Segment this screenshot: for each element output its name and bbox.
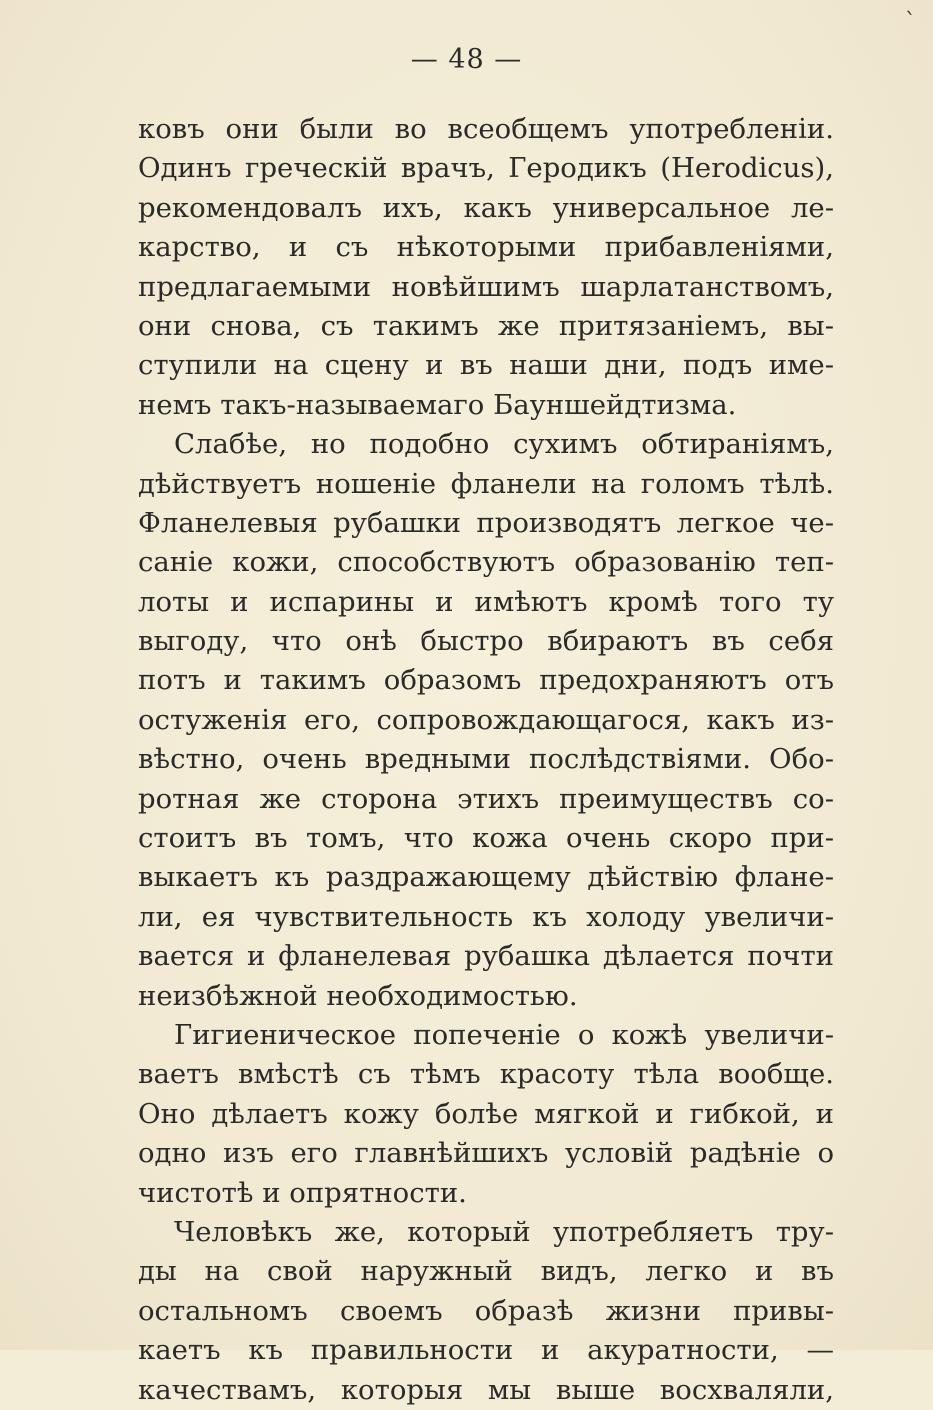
text-line: неизбѣжной необходимостью. <box>138 979 578 1012</box>
text-line: Одинъ греческій врачъ, Геродикъ (Herodicus), <box>138 152 834 185</box>
text-line: ротная же сторона этихъ преимуществъ со- <box>138 782 834 815</box>
text-line: потъ и такимъ образомъ предохраняютъ отъ <box>138 664 834 697</box>
text-line: стоитъ въ томъ, что кожа очень скоро при- <box>138 822 834 855</box>
text-line: рекомендовалъ ихъ, какъ универсальное ле- <box>138 191 834 224</box>
text-line: Оно дѣлаетъ кожу болѣе мягкой и гибкой, и <box>138 1097 834 1130</box>
text-line: каетъ къ правильности и акуратности, — <box>138 1334 834 1367</box>
text-line: ваетъ вмѣстѣ съ тѣмъ красоту тѣла вообще. <box>138 1058 834 1091</box>
text-line: остуженія его, сопровождающагося, какъ из- <box>138 703 834 736</box>
text-line: лоты и испарины и имѣютъ кромѣ того ту <box>138 585 834 618</box>
body-text <box>138 110 834 1410</box>
text-line: чистотѣ и опрятности. <box>138 1176 467 1209</box>
text-line: вается и фланелевая рубашка дѣлается почти <box>138 940 834 973</box>
text-line: Слабѣе, но подобно сухимъ обтираніямъ, <box>174 428 834 461</box>
text-line: ли, ея чувствительность къ холоду увеличи- <box>138 900 834 933</box>
text-line: ды на свой наружный видъ, легко и въ <box>138 1255 834 1288</box>
page-number: — 48 — <box>410 44 523 75</box>
text-line: выгоду, что онѣ быстро вбираютъ въ себя <box>138 625 834 658</box>
text-line: Фланелевыя рубашки производятъ легкое че- <box>138 506 834 539</box>
text-line: Гигиеническое попеченіе о кожѣ увеличи- <box>174 1018 834 1051</box>
text-line: выкаетъ къ раздражающему дѣйствію флане- <box>138 861 834 894</box>
text-line: предлагаемыми новѣйшимъ шарлатанствомъ, <box>138 270 834 303</box>
text-line: дѣйствуетъ ношеніе фланели на голомъ тѣлѣ. <box>138 467 834 500</box>
text-line: они снова, съ такимъ же притязаніемъ, вы- <box>138 309 834 342</box>
corner-mark: ˋ <box>905 10 916 35</box>
text-line: одно изъ его главнѣйшихъ условій радѣніе о <box>138 1137 834 1170</box>
text-line: остальномъ своемъ образѣ жизни привы- <box>138 1294 834 1327</box>
text-line: ступили на сцену и въ наши дни, подъ име- <box>138 349 834 382</box>
text-line: Человѣкъ же, который употребляетъ тру- <box>174 1215 834 1248</box>
text-line: ковъ они были во всеобщемъ употребленіи. <box>138 113 834 145</box>
text-line: вѣстно, очень вредными послѣдствіями. Обо- <box>138 743 834 776</box>
text-line: карство, и съ нѣкоторыми прибавленіями, <box>138 231 834 264</box>
text-line: немъ такъ-называемаго Бауншейдтизма. <box>138 388 737 421</box>
text-line: саніе кожи, способствуютъ образованію теп- <box>138 546 834 579</box>
text-line: качествамъ, которыя мы выше восхваляли, <box>138 1373 834 1406</box>
